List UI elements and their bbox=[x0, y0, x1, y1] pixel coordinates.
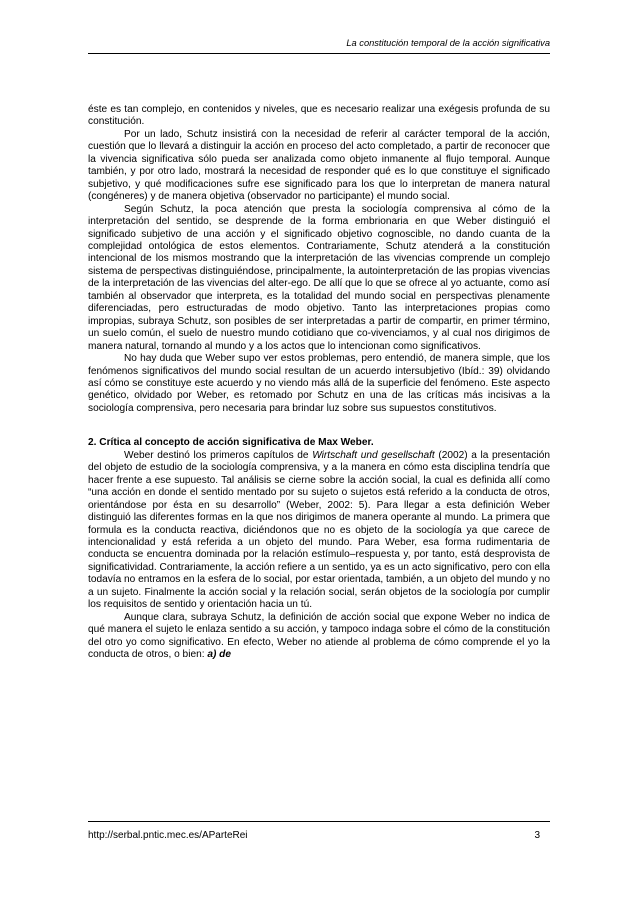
paragraph-1: éste es tan complejo, en contenidos y niveles, que es necesario realizar una exégesis profunda de su constitución. bbox=[88, 104, 550, 128]
footer-rule bbox=[88, 821, 550, 822]
paragraph-3: Según Schutz, la poca atención que presta la sociología comprensiva al cómo de la interpretación del sentido, se desprende de la forma embrionaria en que Weber distinguió el significado subjetivo de una acción y el significado objetivo cognoscible, no dando cuanta de la complejidad ontológica de estos elementos. Contrariamente, Schutz atenderá a la constitución intencional de los mismos mostrando que la interpretación de las vivencias comprende un complejo sistema de perspectivas distinguiéndose, principalmente, la autointerpretación de las propias vivencias de la interpretación de las vivencias del alter-ego. De allí que lo que se ofrece al yo actuante, como así también al observador que interpreta, es la totalidad del mundo social en perspectivas plenamente diferenciadas, pero estructuradas de modo objetivo. Tanto las interpretaciones propias como impropias, subraya Schutz, son posibles de ser interpretadas a partir de compartir, en primer término, un suelo común, el suelo de nuestro mundo cotidiano que co-vivenciamos, y al cual nos dirigimos de manera natural, tornando al mundo y a los actos que lo intencionan como significativos. bbox=[88, 203, 550, 352]
paragraph-5-rest: (2002) a la presentación del objeto de estudio de la sociología comprensiva, y a la manera en cómo esta disciplina tendría que hacer frente a ese supuesto. Tal análisis se cierne sobre la acción social, la cual es definida allí como “una acción en donde el sentido mentado por su sujeto o sujetos está referido a la conducta de otros, orientándose por ésta en su desarrollo” (Weber, 2002: 5). Para llegar a esta definición Weber distinguió las diferentes formas en la que nos dirigimos de manera operante al mundo. La primera que formula es la conducta reactiva, diciéndonos que no es objeto de la sociología ya que carece de intencionalidad y está referida a un objeto del mundo. Para Weber, esa forma rudimentaria de conducta se encuentra dominada por la relación estímulo–respuesta y, por tanto, está desprovista de significatividad. Contrariamente, la acción refiere a un sentido, ya es un acto significativo, pero con ella todavía no entramos en la esfera de lo social, por estar orientada, también, a un objeto del mundo y no a un sujeto. Finalmente la acción social y la relación social, serán objetos de la sociología por cumplir los requisitos de sentido y orientación hacia un tú. bbox=[88, 449, 551, 611]
page-number: 3 bbox=[534, 830, 540, 841]
section-heading: 2. Crítica al concepto de acción significativa de Max Weber. bbox=[88, 437, 374, 449]
footer-url: http://serbal.pntic.mec.es/AParteRei bbox=[88, 830, 248, 841]
book-title: Wirtschaft und gesellschaft bbox=[312, 449, 435, 461]
paragraph-5 bbox=[88, 450, 550, 612]
header-rule bbox=[88, 53, 550, 54]
body-text bbox=[88, 104, 550, 661]
running-title: La constitución temporal de la acción significativa bbox=[346, 38, 550, 48]
paragraph-5-start: Weber destinó los primeros capítulos de bbox=[124, 449, 313, 461]
paragraph-6-text: Aunque clara, subraya Schutz, la definición de acción social que expone Weber no indica de qué manera el sujeto le enlaza sentido a su acción, y tampoco indaga sobre el cómo de la constitución del otro yo como significativo. En efecto, Weber no atiende al problema de cómo comprende el yo la conducta de otros, o bien: bbox=[88, 611, 550, 661]
paragraph-6-enumeration: a) de bbox=[207, 649, 231, 661]
paragraph-6 bbox=[88, 612, 550, 662]
paragraph-2: Por un lado, Schutz insistirá con la necesidad de referir al carácter temporal de la acción, cuestión que lo llevará a distinguir la acción en proceso del acto completado, a partir de reconocer que la vivencia significativa sólo pueda ser analizada como objeto inmanente al flujo temporal. Aunque también, y por otro lado, mostrará la necesidad de responder qué es lo que constituye el significado subjetivo, y qué modificaciones sufre ese significado para los que lo interpretan de manera natural (congéneres) y de manera objetiva (observador no participante) el mundo social. bbox=[88, 128, 550, 203]
paragraph-4: No hay duda que Weber supo ver estos problemas, pero entendió, de manera simple, que los fenómenos significativos del mundo social resultan de un acuerdo intersubjetivo (Ibíd.: 39) olvidando así cómo se constituye este acuerdo y no viendo más allá de la superficie del fenómeno. Este aspecto genético, olvidado por Weber, es retomado por Schutz en una de las críticas más incisivas a la sociología comprensiva, pero necesaria para brindar luz sobre sus supuestos constitutivos. bbox=[88, 353, 550, 414]
